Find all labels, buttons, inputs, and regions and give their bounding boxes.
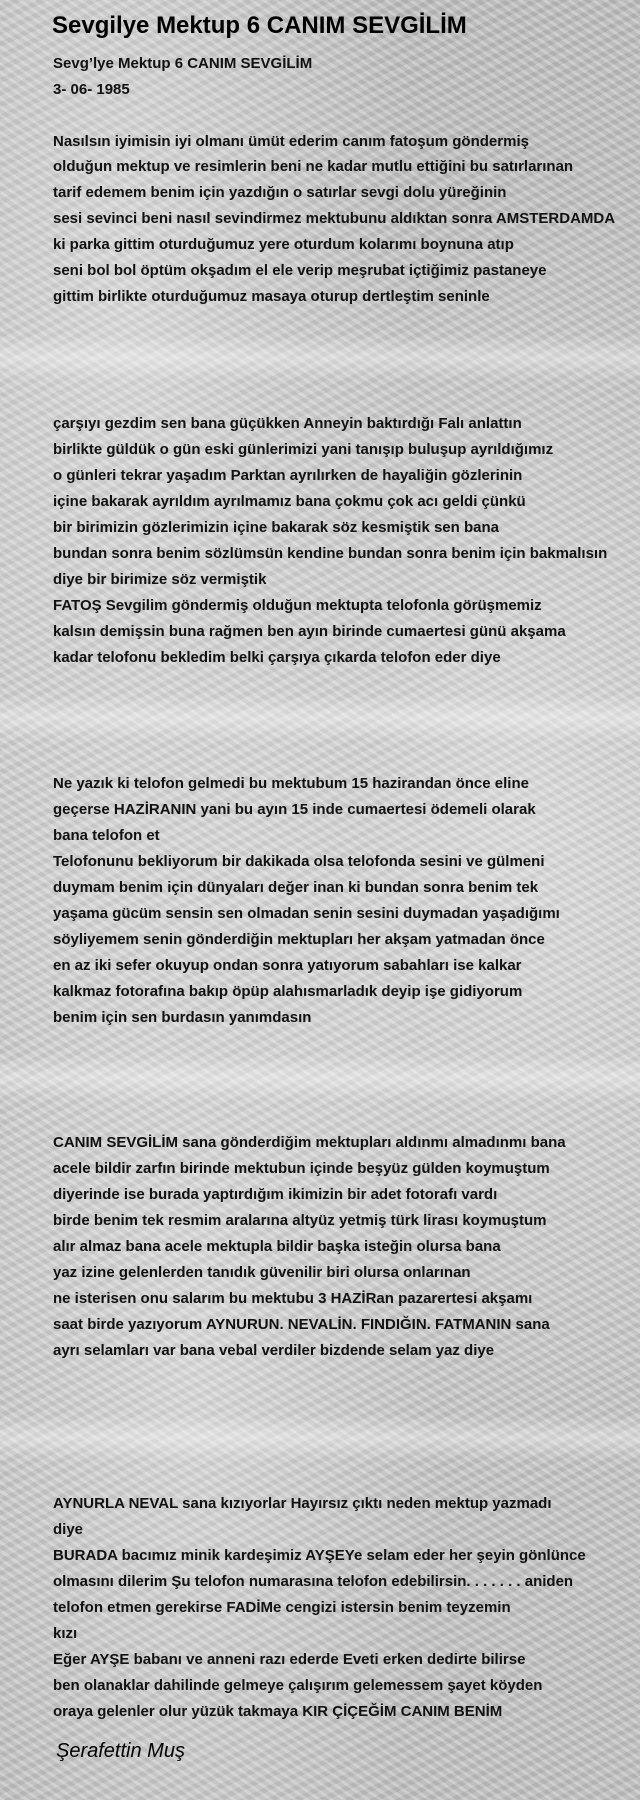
poem-line: yaşama gücüm sensin sen olmadan senin sesini duymadan yaşadığımı bbox=[53, 905, 560, 922]
poem-line: gittim birlikte oturduğumuz masaya oturup dertleştim seninle bbox=[53, 288, 490, 305]
stanza-divider bbox=[0, 1415, 640, 1461]
poem-title: Sevgilye Mektup 6 CANIM SEVGİLİM bbox=[52, 12, 467, 39]
poem-line: bir birimizin gözlerimizin içine bakarak söz kesmiştik sen bana bbox=[53, 519, 499, 536]
poem-line: yaz izine gelenlerden tanıdık güvenilir biri olursa onlarınan bbox=[53, 1264, 471, 1281]
stanza-divider bbox=[0, 695, 640, 741]
poem-line: duymam benim için dünyaları değer inan ki bundan sonra benim tek bbox=[53, 879, 539, 896]
poem-line: saat birde yazıyorum AYNURUN. NEVALİN. FINDIĞIN. FATMANIN sana bbox=[53, 1316, 550, 1333]
poem-line: çarşıyı gezdim sen bana güçükken Anneyin baktırdığı Falı anlattın bbox=[53, 415, 522, 432]
poem-line: ne isterisen onu salarım bu mektubu 3 HAZİRan pazarertesi akşamı bbox=[53, 1290, 533, 1307]
poem-line: kalsın demişsin buna rağmen ben ayın birinde cumaertesi günü akşama bbox=[53, 623, 566, 640]
poem-line: Nasılsın iyimisin iyi olmanı ümüt ederim canım fatoşum göndermiş bbox=[53, 133, 529, 150]
poem-line: o günleri tekrar yaşadım Parktan ayrılırken de hayaliğin gözlerinin bbox=[53, 467, 523, 484]
poem-line: en az iki sefer okuyup ondan sonra yatıyorum sabahları ise kalkar bbox=[53, 957, 522, 974]
poem-line: diye bbox=[53, 1521, 84, 1538]
poem-line: ben olanaklar dahilinde gelmeye çalışırım gelemessem şayet köyden bbox=[53, 1677, 543, 1694]
poem-line: kızı bbox=[53, 1625, 78, 1642]
poem-line: kalkmaz fotorafına bakıp öpüp alahısmarladık deyip işe gidiyorum bbox=[53, 983, 523, 1000]
poem-line: alır almaz bana acele mektupla bildir başka isteğin olursa bana bbox=[53, 1238, 501, 1255]
poem-line: bana telofon et bbox=[53, 827, 160, 844]
poem-line: acele bildir zarfın birinde mektubun içinde beşyüz gülden koymuştum bbox=[53, 1160, 550, 1177]
stanza-divider bbox=[0, 1055, 640, 1101]
poem-line: FATOŞ Sevgilim göndermiş olduğun mektupta telofonla görüşmemiz bbox=[53, 597, 542, 614]
poem-line: diyerinde ise burada yaptırdığım ikimizin bir adet fotorafı vardı bbox=[53, 1186, 498, 1203]
poem-line: telofon etmen gerekirse FADİMe cengizi istersin benim teyzemin bbox=[53, 1599, 511, 1616]
poem-line: kadar telofonu bekledim belki çarşıya çıkarda telofon eder diye bbox=[53, 649, 501, 666]
poem-line: sesi sevinci beni nasıl sevindirmez mektubunu aldıktan sonra AMSTERDAMDA bbox=[53, 210, 616, 227]
poem-line: oraya gelenler olur yüzük takmaya KIR ÇİÇEĞİM CANIM BENİM bbox=[53, 1703, 503, 1720]
poem-line: tarif edemem benim için yazdığın o satırlar sevgi dolu yüreğinin bbox=[53, 184, 507, 201]
poem-line: BURADA bacımız minik kardeşimiz AYŞEYe selam eder her şeyin gönlünce bbox=[53, 1547, 586, 1564]
poem-line: Eğer AYŞE babanı ve anneni razı ederde Eveti erken dedirte bilirse bbox=[53, 1651, 526, 1668]
poem-line: Ne yazık ki telofon gelmedi bu mektubum 15 hazirandan önce eline bbox=[53, 775, 529, 792]
poem-line: olduğun mektup ve resimlerin beni ne kadar mutlu ettiğini bu satırlarınan bbox=[53, 158, 574, 175]
poem-line: geçerse HAZİRANIN yani bu ayın 15 inde cumaertesi ödemeli olarak bbox=[53, 801, 536, 818]
poem-line: olmasını dilerim Şu telofon numarasına telofon edebilirsin. . . . . . . aniden bbox=[53, 1573, 574, 1590]
author-signature: Şerafettin Muş bbox=[56, 1740, 185, 1762]
poem-line: diye bir birimize söz vermiştik bbox=[53, 571, 267, 588]
date: 3- 06- 1985 bbox=[53, 81, 130, 98]
poem-line: bundan sonra benim sözlümsün kendine bundan sonra benim için bakmalısın bbox=[53, 545, 608, 562]
poem-line: benim için sen burdasın yanımdasın bbox=[53, 1009, 312, 1026]
poem-line: ayrı selamları var bana vebal verdiler bizdende selam yaz diye bbox=[53, 1342, 495, 1359]
poem-line: seni bol bol öptüm okşadım el ele verip meşrubat içtiğimiz pastaneye bbox=[53, 262, 547, 279]
poem-line: ki parka gittim oturduğumuz yere oturdum kolarımı boynuna atıp bbox=[53, 236, 514, 253]
poem-line: Telofonunu bekliyorum bir dakikada olsa telofonda sesini ve gülmeni bbox=[53, 853, 545, 870]
subtitle: Sevg’lye Mektup 6 CANIM SEVGİLİM bbox=[53, 55, 313, 72]
stanza-divider bbox=[0, 335, 640, 381]
poem-line: CANIM SEVGİLİM sana gönderdiğim mektupları aldınmı almadınmı bana bbox=[53, 1134, 566, 1151]
poem-line: birlikte güldük o gün eski günlerimizi yani tanışıp buluşup ayrıldığımız bbox=[53, 441, 554, 458]
poem-line: içine bakarak ayrıldım ayrılmamız bana çokmu çok acı geldi çünkü bbox=[53, 493, 526, 510]
poem-line: birde benim tek resmim aralarına altyüz yetmiş türk lirası koymuştum bbox=[53, 1212, 547, 1229]
poem-line: söyliyemem senin gönderdiğin mektupları her akşam yatmadan önce bbox=[53, 931, 545, 948]
poem-line: AYNURLA NEVAL sana kızıyorlar Hayırsız çıktı neden mektup yazmadı bbox=[53, 1495, 552, 1512]
